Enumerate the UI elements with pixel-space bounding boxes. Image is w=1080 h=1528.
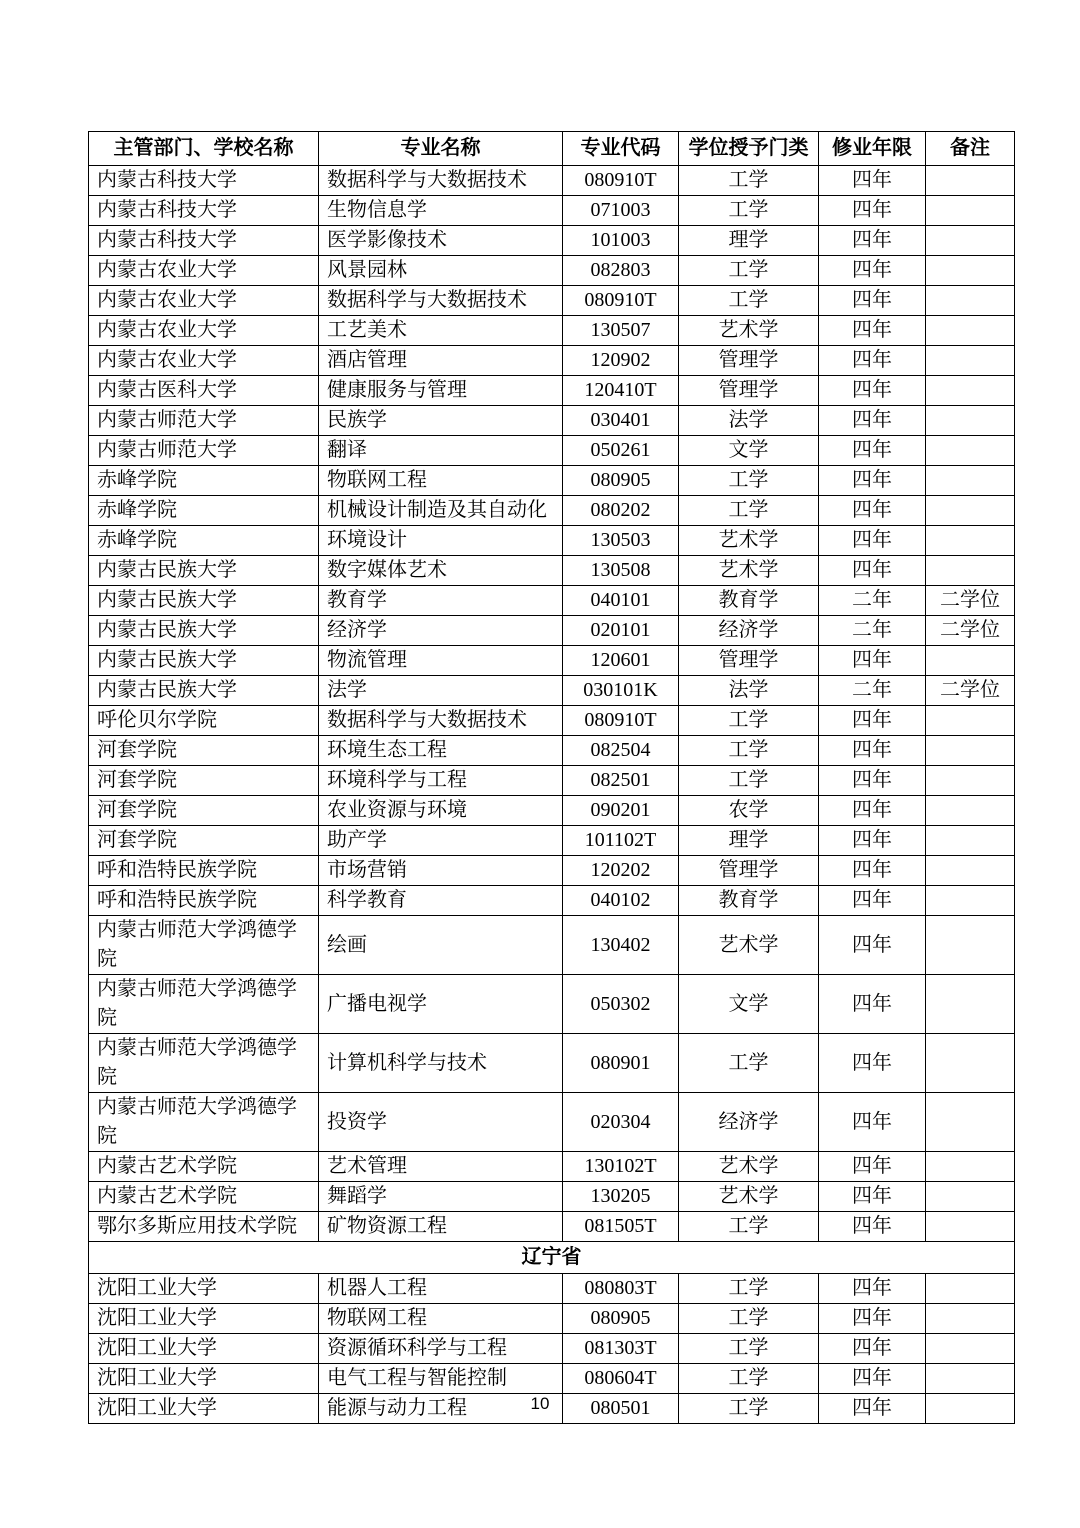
cell-note	[926, 496, 1015, 526]
cell-code: 081505T	[563, 1212, 679, 1242]
cell-code: 120902	[563, 346, 679, 376]
table-row	[89, 1182, 1015, 1212]
page-number: 10	[530, 1394, 550, 1413]
cell-note	[926, 1364, 1015, 1394]
cell-code: 101102T	[563, 826, 679, 856]
cell-degree: 工学	[679, 1334, 819, 1364]
cell-code: 080910T	[563, 166, 679, 196]
cell-degree: 艺术学	[679, 1152, 819, 1182]
cell-note	[926, 706, 1015, 736]
cell-years: 四年	[819, 766, 926, 796]
cell-code: 080901	[563, 1034, 679, 1093]
cell-major: 健康服务与管理	[319, 376, 563, 406]
table-row	[89, 346, 1015, 376]
cell-major: 数据科学与大数据技术	[319, 286, 563, 316]
cell-school: 内蒙古科技大学	[89, 196, 319, 226]
cell-years: 四年	[819, 436, 926, 466]
cell-major: 风景园林	[319, 256, 563, 286]
cell-major: 艺术管理	[319, 1152, 563, 1182]
cell-major: 数字媒体艺术	[319, 556, 563, 586]
cell-school: 内蒙古科技大学	[89, 226, 319, 256]
cell-school: 内蒙古师范大学	[89, 406, 319, 436]
cell-degree: 工学	[679, 1364, 819, 1394]
table-row	[89, 196, 1015, 226]
table-row	[89, 616, 1015, 646]
cell-code: 050302	[563, 975, 679, 1034]
cell-major: 农业资源与环境	[319, 796, 563, 826]
cell-school: 内蒙古农业大学	[89, 286, 319, 316]
cell-degree: 工学	[679, 166, 819, 196]
cell-note	[926, 1304, 1015, 1334]
table-row	[89, 1274, 1015, 1304]
cell-degree: 理学	[679, 826, 819, 856]
cell-school: 沈阳工业大学	[89, 1274, 319, 1304]
cell-code: 081303T	[563, 1334, 679, 1364]
cell-years: 四年	[819, 1394, 926, 1424]
cell-years: 二年	[819, 676, 926, 706]
cell-school: 内蒙古师范大学鸿德学院	[89, 1093, 319, 1152]
cell-years: 四年	[819, 706, 926, 736]
table-row	[89, 1212, 1015, 1242]
table-row	[89, 466, 1015, 496]
cell-years: 四年	[819, 1274, 926, 1304]
cell-major: 环境科学与工程	[319, 766, 563, 796]
column-header-school: 主管部门、学校名称	[89, 132, 319, 166]
cell-code: 080905	[563, 1304, 679, 1334]
cell-code: 020304	[563, 1093, 679, 1152]
table-row	[89, 1093, 1015, 1152]
cell-code: 040102	[563, 886, 679, 916]
cell-note	[926, 736, 1015, 766]
cell-years: 四年	[819, 1182, 926, 1212]
table-row	[89, 796, 1015, 826]
cell-school: 内蒙古师范大学鸿德学院	[89, 916, 319, 975]
cell-degree: 工学	[679, 496, 819, 526]
table-row	[89, 526, 1015, 556]
cell-note	[926, 256, 1015, 286]
cell-degree: 工学	[679, 736, 819, 766]
cell-code: 050261	[563, 436, 679, 466]
cell-school: 河套学院	[89, 766, 319, 796]
column-header-major: 专业名称	[319, 132, 563, 166]
cell-major: 物联网工程	[319, 1304, 563, 1334]
table-row	[89, 166, 1015, 196]
cell-code: 130402	[563, 916, 679, 975]
cell-degree: 艺术学	[679, 1182, 819, 1212]
cell-school: 内蒙古师范大学鸿德学院	[89, 1034, 319, 1093]
cell-degree: 艺术学	[679, 556, 819, 586]
table-row	[89, 706, 1015, 736]
table-row	[89, 676, 1015, 706]
cell-degree: 工学	[679, 1394, 819, 1424]
cell-code: 120601	[563, 646, 679, 676]
column-header-years: 修业年限	[819, 132, 926, 166]
cell-school: 内蒙古农业大学	[89, 346, 319, 376]
cell-note	[926, 916, 1015, 975]
cell-years: 四年	[819, 286, 926, 316]
cell-major: 教育学	[319, 586, 563, 616]
cell-degree: 工学	[679, 1304, 819, 1334]
cell-code: 082504	[563, 736, 679, 766]
table-row	[89, 496, 1015, 526]
table-row	[89, 1334, 1015, 1364]
cell-years: 四年	[819, 316, 926, 346]
cell-code: 080803T	[563, 1274, 679, 1304]
table-row	[89, 376, 1015, 406]
cell-degree: 工学	[679, 286, 819, 316]
table-row	[89, 556, 1015, 586]
cell-code: 120410T	[563, 376, 679, 406]
cell-note	[926, 1182, 1015, 1212]
cell-years: 四年	[819, 1034, 926, 1093]
cell-degree: 农学	[679, 796, 819, 826]
cell-degree: 教育学	[679, 586, 819, 616]
cell-degree: 教育学	[679, 886, 819, 916]
cell-note	[926, 826, 1015, 856]
cell-note	[926, 796, 1015, 826]
cell-major: 酒店管理	[319, 346, 563, 376]
cell-code: 030101K	[563, 676, 679, 706]
cell-degree: 管理学	[679, 376, 819, 406]
cell-school: 内蒙古民族大学	[89, 556, 319, 586]
cell-major: 民族学	[319, 406, 563, 436]
cell-major: 舞蹈学	[319, 1182, 563, 1212]
cell-note	[926, 975, 1015, 1034]
cell-major: 物流管理	[319, 646, 563, 676]
cell-major: 翻译	[319, 436, 563, 466]
cell-note	[926, 556, 1015, 586]
cell-major: 环境设计	[319, 526, 563, 556]
cell-degree: 文学	[679, 436, 819, 466]
cell-years: 四年	[819, 526, 926, 556]
cell-note	[926, 316, 1015, 346]
cell-school: 内蒙古农业大学	[89, 316, 319, 346]
cell-code: 130507	[563, 316, 679, 346]
cell-major: 工艺美术	[319, 316, 563, 346]
table-row	[89, 586, 1015, 616]
cell-school: 赤峰学院	[89, 496, 319, 526]
cell-degree: 工学	[679, 1274, 819, 1304]
cell-years: 四年	[819, 376, 926, 406]
cell-years: 四年	[819, 856, 926, 886]
cell-degree: 工学	[679, 766, 819, 796]
table-row	[89, 916, 1015, 975]
cell-years: 四年	[819, 916, 926, 975]
cell-major: 物联网工程	[319, 466, 563, 496]
cell-years: 二年	[819, 616, 926, 646]
cell-code: 120202	[563, 856, 679, 886]
cell-years: 四年	[819, 166, 926, 196]
cell-school: 赤峰学院	[89, 466, 319, 496]
cell-school: 赤峰学院	[89, 526, 319, 556]
cell-major: 环境生态工程	[319, 736, 563, 766]
cell-years: 四年	[819, 975, 926, 1034]
cell-years: 四年	[819, 1212, 926, 1242]
cell-degree: 管理学	[679, 346, 819, 376]
cell-major: 机器人工程	[319, 1274, 563, 1304]
table-row	[89, 286, 1015, 316]
cell-major: 计算机科学与技术	[319, 1034, 563, 1093]
cell-code: 130503	[563, 526, 679, 556]
cell-code: 080910T	[563, 286, 679, 316]
cell-note	[926, 886, 1015, 916]
cell-major: 法学	[319, 676, 563, 706]
cell-school: 内蒙古医科大学	[89, 376, 319, 406]
cell-school: 内蒙古艺术学院	[89, 1152, 319, 1182]
column-header-degree: 学位授予门类	[679, 132, 819, 166]
cell-years: 四年	[819, 196, 926, 226]
cell-years: 四年	[819, 1364, 926, 1394]
cell-years: 四年	[819, 496, 926, 526]
cell-degree: 工学	[679, 256, 819, 286]
table-body	[89, 166, 1015, 1424]
cell-major: 数据科学与大数据技术	[319, 166, 563, 196]
cell-school: 内蒙古民族大学	[89, 646, 319, 676]
cell-school: 呼和浩特民族学院	[89, 886, 319, 916]
cell-degree: 经济学	[679, 616, 819, 646]
cell-school: 呼伦贝尔学院	[89, 706, 319, 736]
cell-school: 河套学院	[89, 826, 319, 856]
cell-degree: 工学	[679, 196, 819, 226]
cell-major: 电气工程与智能控制	[319, 1364, 563, 1394]
cell-years: 四年	[819, 1334, 926, 1364]
table-row	[89, 826, 1015, 856]
cell-code: 040101	[563, 586, 679, 616]
cell-school: 呼和浩特民族学院	[89, 856, 319, 886]
cell-school: 内蒙古民族大学	[89, 616, 319, 646]
table-row	[89, 256, 1015, 286]
cell-note	[926, 1093, 1015, 1152]
cell-code: 080604T	[563, 1364, 679, 1394]
cell-years: 二年	[819, 586, 926, 616]
cell-code: 020101	[563, 616, 679, 646]
cell-school: 内蒙古艺术学院	[89, 1182, 319, 1212]
table-row	[89, 226, 1015, 256]
cell-degree: 经济学	[679, 1093, 819, 1152]
cell-degree: 文学	[679, 975, 819, 1034]
table-row	[89, 406, 1015, 436]
table-row	[89, 646, 1015, 676]
cell-major: 医学影像技术	[319, 226, 563, 256]
province-section-row	[89, 1242, 1015, 1274]
table-header-row	[89, 132, 1015, 166]
cell-code: 082501	[563, 766, 679, 796]
cell-school: 河套学院	[89, 796, 319, 826]
cell-degree: 工学	[679, 1212, 819, 1242]
cell-degree: 工学	[679, 706, 819, 736]
cell-degree: 法学	[679, 406, 819, 436]
cell-note	[926, 436, 1015, 466]
cell-code: 080202	[563, 496, 679, 526]
cell-code: 082803	[563, 256, 679, 286]
cell-major: 生物信息学	[319, 196, 563, 226]
cell-degree: 艺术学	[679, 526, 819, 556]
cell-major: 经济学	[319, 616, 563, 646]
cell-note	[926, 766, 1015, 796]
cell-degree: 工学	[679, 466, 819, 496]
cell-school: 鄂尔多斯应用技术学院	[89, 1212, 319, 1242]
cell-code: 130508	[563, 556, 679, 586]
cell-years: 四年	[819, 736, 926, 766]
table-row	[89, 1034, 1015, 1093]
cell-degree: 管理学	[679, 646, 819, 676]
cell-school: 内蒙古科技大学	[89, 166, 319, 196]
cell-note	[926, 856, 1015, 886]
cell-note	[926, 526, 1015, 556]
cell-note	[926, 1274, 1015, 1304]
table-row	[89, 886, 1015, 916]
cell-code: 080910T	[563, 706, 679, 736]
cell-note: 二学位	[926, 676, 1015, 706]
cell-major: 科学教育	[319, 886, 563, 916]
table-row	[89, 736, 1015, 766]
cell-years: 四年	[819, 556, 926, 586]
cell-years: 四年	[819, 226, 926, 256]
cell-note	[926, 646, 1015, 676]
cell-school: 内蒙古民族大学	[89, 586, 319, 616]
cell-note	[926, 196, 1015, 226]
cell-major: 矿物资源工程	[319, 1212, 563, 1242]
cell-note	[926, 346, 1015, 376]
cell-school: 沈阳工业大学	[89, 1364, 319, 1394]
cell-degree: 理学	[679, 226, 819, 256]
cell-note	[926, 406, 1015, 436]
cell-code: 071003	[563, 196, 679, 226]
table-row	[89, 1304, 1015, 1334]
cell-years: 四年	[819, 406, 926, 436]
cell-note	[926, 1034, 1015, 1093]
cell-years: 四年	[819, 256, 926, 286]
column-header-note: 备注	[926, 132, 1015, 166]
table-row	[89, 856, 1015, 886]
cell-years: 四年	[819, 646, 926, 676]
cell-note	[926, 1334, 1015, 1364]
degree-programs-table	[88, 131, 1015, 1424]
cell-years: 四年	[819, 1093, 926, 1152]
cell-major: 能源与动力工程	[319, 1394, 563, 1424]
cell-years: 四年	[819, 826, 926, 856]
cell-code: 090201	[563, 796, 679, 826]
cell-degree: 艺术学	[679, 916, 819, 975]
cell-major: 资源循环科学与工程	[319, 1334, 563, 1364]
cell-major: 机械设计制造及其自动化	[319, 496, 563, 526]
cell-note	[926, 1212, 1015, 1242]
cell-school: 内蒙古师范大学鸿德学院	[89, 975, 319, 1034]
cell-note	[926, 466, 1015, 496]
cell-code: 130205	[563, 1182, 679, 1212]
cell-major: 助产学	[319, 826, 563, 856]
column-header-code: 专业代码	[563, 132, 679, 166]
cell-school: 河套学院	[89, 736, 319, 766]
cell-note: 二学位	[926, 616, 1015, 646]
cell-school: 内蒙古师范大学	[89, 436, 319, 466]
cell-major: 绘画	[319, 916, 563, 975]
cell-years: 四年	[819, 1304, 926, 1334]
cell-years: 四年	[819, 1152, 926, 1182]
cell-school: 沈阳工业大学	[89, 1334, 319, 1364]
table-row	[89, 1364, 1015, 1394]
cell-school: 内蒙古农业大学	[89, 256, 319, 286]
cell-major: 数据科学与大数据技术	[319, 706, 563, 736]
cell-degree: 管理学	[679, 856, 819, 886]
cell-degree: 法学	[679, 676, 819, 706]
table-row	[89, 766, 1015, 796]
cell-code: 030401	[563, 406, 679, 436]
cell-note	[926, 226, 1015, 256]
table-row	[89, 436, 1015, 466]
table-row	[89, 316, 1015, 346]
cell-years: 四年	[819, 796, 926, 826]
cell-note	[926, 166, 1015, 196]
cell-degree: 工学	[679, 1034, 819, 1093]
cell-years: 四年	[819, 346, 926, 376]
cell-code: 080501	[563, 1394, 679, 1424]
table-row	[89, 1152, 1015, 1182]
cell-major: 广播电视学	[319, 975, 563, 1034]
cell-years: 四年	[819, 886, 926, 916]
cell-school: 沈阳工业大学	[89, 1394, 319, 1424]
table-row	[89, 975, 1015, 1034]
cell-note: 二学位	[926, 586, 1015, 616]
cell-note	[926, 1152, 1015, 1182]
province-section-label: 辽宁省	[89, 1242, 1015, 1274]
cell-years: 四年	[819, 466, 926, 496]
cell-note	[926, 286, 1015, 316]
cell-code: 080905	[563, 466, 679, 496]
cell-school: 沈阳工业大学	[89, 1304, 319, 1334]
cell-note	[926, 376, 1015, 406]
cell-major: 市场营销	[319, 856, 563, 886]
cell-code: 101003	[563, 226, 679, 256]
cell-degree: 艺术学	[679, 316, 819, 346]
cell-school: 内蒙古民族大学	[89, 676, 319, 706]
cell-code: 130102T	[563, 1152, 679, 1182]
cell-major: 投资学	[319, 1093, 563, 1152]
